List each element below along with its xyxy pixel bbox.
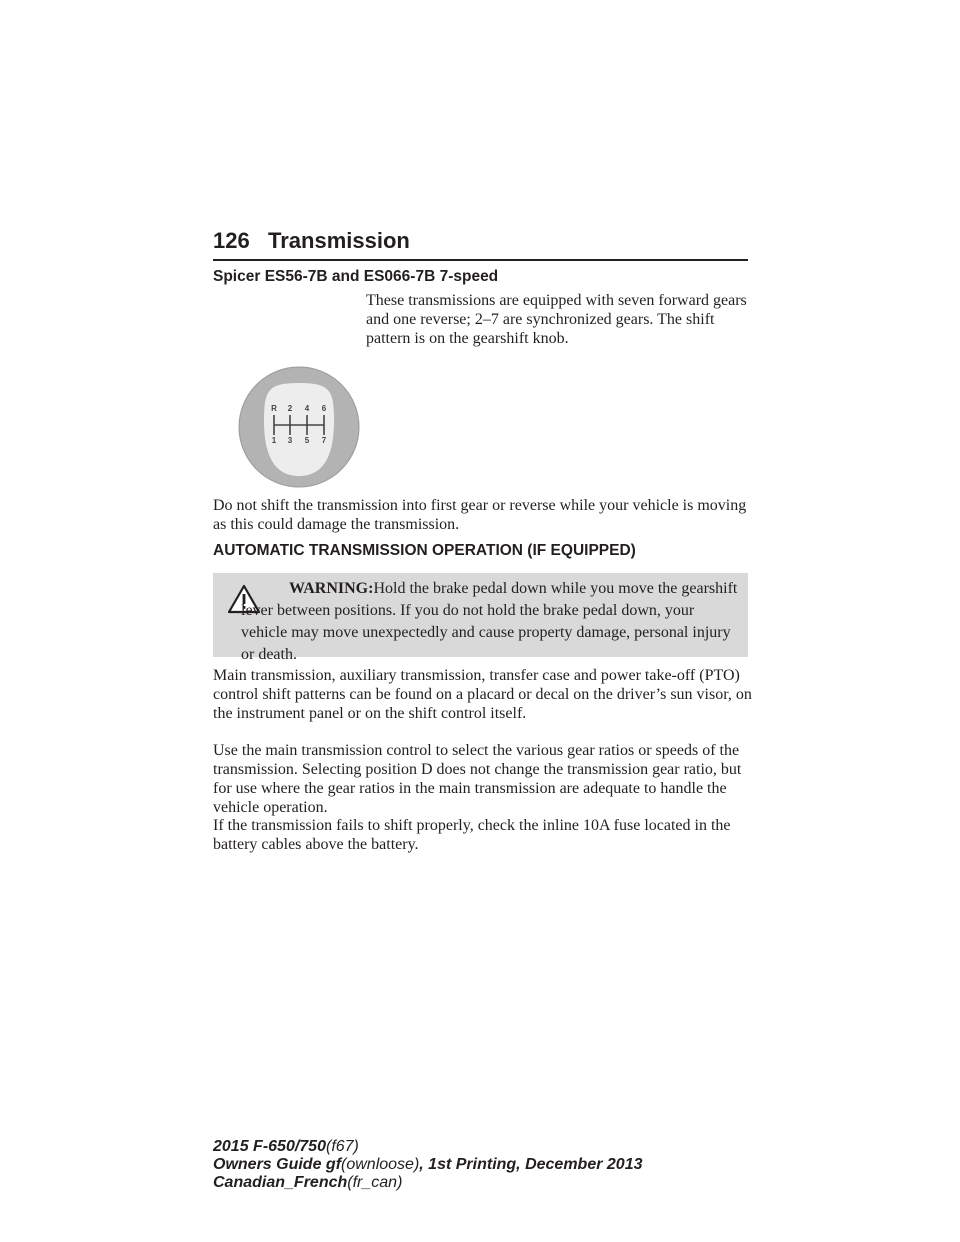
gear-label-top: 4 [304,404,310,413]
footer-line-1: 2015 F-650/750(f67) [213,1138,359,1155]
warning-box [213,573,748,663]
gear-label-bottom: 5 [304,436,310,445]
gear-label-bottom: 7 [321,436,327,445]
body-paragraph-main-control: Use the main transmission control to select the various gear ratios or speeds of the transmission. Selecting position D does not change the transmission gear ratio, but for use where the gear ratios in the main transmission are adequate to handle the vehicle operation. [213,742,742,816]
gear-label-top: 2 [287,404,293,413]
warning-label: WARNING: [289,580,374,597]
section-heading: AUTOMATIC TRANSMISSION OPERATION (IF EQUIPPED) [213,542,636,559]
chapter-title: Transmission [268,228,410,253]
footer [213,1138,642,1192]
gear-label-top: 6 [321,404,327,413]
gear-label-bottom: 3 [287,436,293,445]
footer-line-3: Canadian_French(fr_can) [213,1174,403,1191]
warning-text [241,578,741,666]
subsection-heading: Spicer ES56-7B and ES066-7B 7-speed [213,268,499,285]
body-paragraph-shift-patterns: Main transmission, auxiliary transmission, transfer case and power take-off (PTO) control shift patterns can be found on a placard or decal on the driver’s sun visor, on the instrument panel or on the shift control itself. [213,667,752,722]
gear-shift-knob-illustration [238,366,360,488]
gear-label-top: R [271,404,277,413]
intro-paragraph: These transmissions are equipped with seven forward gears and one reverse; 2–7 are synchronized gears. The shift pattern is on the gearshift knob. [366,292,747,347]
caution-paragraph: Do not shift the transmission into first gear or reverse while your vehicle is moving as this could damage the transmission. [213,497,747,533]
page-number: 126 [213,228,250,253]
header-rule [213,259,748,261]
warning-body: Hold the brake pedal down while you move the gearshift lever between positions. If you do not hold the brake pedal down, your vehicle may move unexpectedly and cause property damage, personal injury or death. [241,580,738,663]
gear-label-bottom: 1 [271,436,277,445]
body-paragraph-fuse: If the transmission fails to shift properly, check the inline 10A fuse located in the battery cables above the battery. [213,817,731,853]
footer-line-2: Owners Guide gf(ownloose), 1st Printing, December 2013 [213,1156,643,1173]
